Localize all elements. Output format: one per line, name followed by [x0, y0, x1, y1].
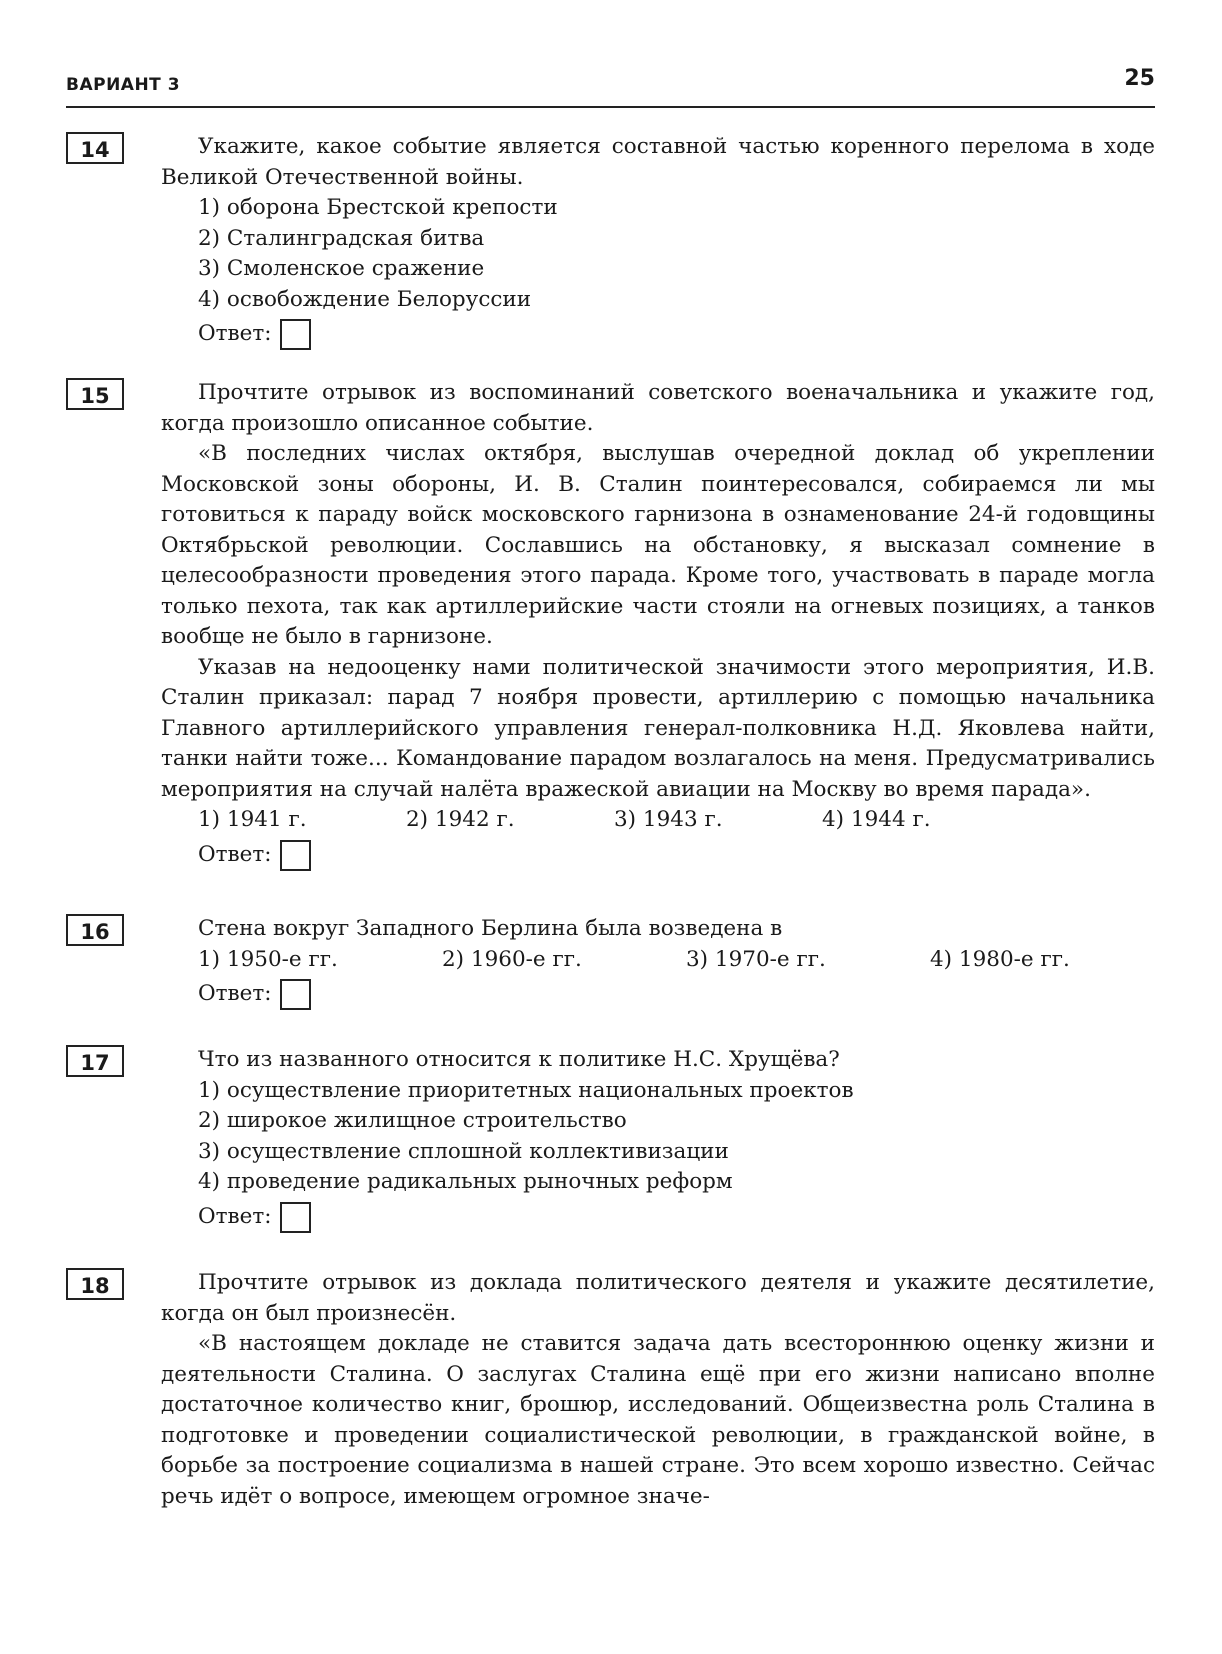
option: 1) 1941 г. — [198, 807, 307, 832]
option: 4) 1980-е гг. — [930, 946, 1070, 972]
question-number: 14 — [66, 132, 124, 164]
option: 1) осуществление приоритетных национальных проектов — [198, 1077, 854, 1103]
answer-box[interactable] — [280, 840, 311, 871]
question-number: 18 — [66, 1268, 124, 1300]
option: 4) проведение радикальных рыночных реформ — [198, 1169, 733, 1194]
answer-label: Ответ: — [198, 841, 272, 867]
option: 3) 1943 г. — [614, 807, 723, 832]
option: 3) осуществление сплошной коллективизации — [198, 1138, 729, 1164]
answer-row — [161, 319, 1155, 350]
question-14 — [66, 132, 1155, 350]
option: 2) 1960-е гг. — [442, 946, 582, 972]
page-number: 25 — [1124, 66, 1155, 91]
quote-paragraph: «В последних числах октября, выслушав очередной доклад об укреплении Московской зоны обороны, И. В. Сталин поинтересовался, собираемся ли мы готовиться к параду войск московского гарнизона в ознаменование 24-й годовщины Октябрьской революции. Сославшись на обстановку, я высказал сомнение в целесообразности проведения этого парада. Кроме того, участвовать в параде могла только пехота, так как артиллерийские части стояли на огневых позициях, а танков вообще не было в гарнизоне. — [161, 441, 1155, 649]
question-prompt: Прочтите отрывок из воспоминаний советского военачальника и укажите год, когда произошло описанное событие. — [161, 380, 1155, 436]
question-16 — [66, 914, 1155, 1010]
question-prompt: Что из названного относится к политике Н.С. Хрущёва? — [198, 1047, 840, 1072]
quote-paragraph: «В настоящем докладе не ставится задача дать всестороннюю оценку жизни и деятельности Сталина. О заслугах Сталина ещё при его жизни написано вполне достаточное количество книг, брошюр, исследований. Общеизвестна роль Сталина в подготовке и проведении социалистической революции, в гражданской войне, в борьбе за построение социализма в нашей стране. Это всем хорошо известно. Сейчас речь идёт о вопросе, имеющем огромное значе- — [161, 1331, 1155, 1509]
answer-row — [161, 1202, 1155, 1233]
question-number: 15 — [66, 378, 124, 410]
option: 2) 1942 г. — [406, 807, 515, 832]
option: 4) освобождение Белоруссии — [198, 286, 532, 312]
question-number: 17 — [66, 1045, 124, 1077]
variant-label: ВАРИАНТ 3 — [66, 75, 181, 95]
answer-row — [161, 840, 1155, 871]
question-prompt: Стена вокруг Западного Берлина была возведена в — [198, 916, 783, 941]
options-row — [161, 945, 1155, 976]
quote-paragraph: Указав на недооценку нами политической значимости этого мероприятия, И.В. Сталин приказал: парад 7 ноября провести, артиллерию с помощью начальника Главного артиллерийского управления генерал-полковника Н.Д. Яковлева найти, танки найти тоже... Командование парадом возлагалось на меня. Предусматривались мероприятия на случай налёта вражеской авиации на Москву во время парада». — [161, 654, 1155, 802]
option: 3) Смоленское сражение — [198, 256, 485, 281]
question-prompt: Прочтите отрывок из доклада политического деятеля и укажите десятилетие, когда он был произнесён. — [161, 1270, 1155, 1326]
answer-label: Ответ: — [198, 321, 272, 347]
option: 1) 1950-е гг. — [198, 946, 338, 972]
options-row — [161, 805, 1155, 836]
option: 4) 1944 г. — [822, 807, 931, 832]
option: 2) широкое жилищное строительство — [198, 1108, 627, 1133]
page-header — [66, 66, 1155, 108]
answer-box[interactable] — [280, 979, 311, 1010]
answer-label: Ответ: — [198, 1203, 272, 1229]
question-18 — [66, 1268, 1155, 1512]
question-prompt: Укажите, какое событие является составной частью коренного перелома в ходе Великой Отечественной войны. — [161, 134, 1155, 190]
question-17 — [66, 1045, 1155, 1233]
question-number: 16 — [66, 914, 124, 946]
answer-box[interactable] — [280, 1202, 311, 1233]
option: 2) Сталинградская битва — [198, 225, 485, 251]
answer-label: Ответ: — [198, 981, 272, 1007]
answer-box[interactable] — [280, 319, 311, 350]
option: 1) оборона Брестской крепости — [198, 195, 558, 220]
answer-row — [161, 979, 1155, 1010]
option: 3) 1970-е гг. — [686, 946, 826, 972]
question-15 — [66, 378, 1155, 871]
